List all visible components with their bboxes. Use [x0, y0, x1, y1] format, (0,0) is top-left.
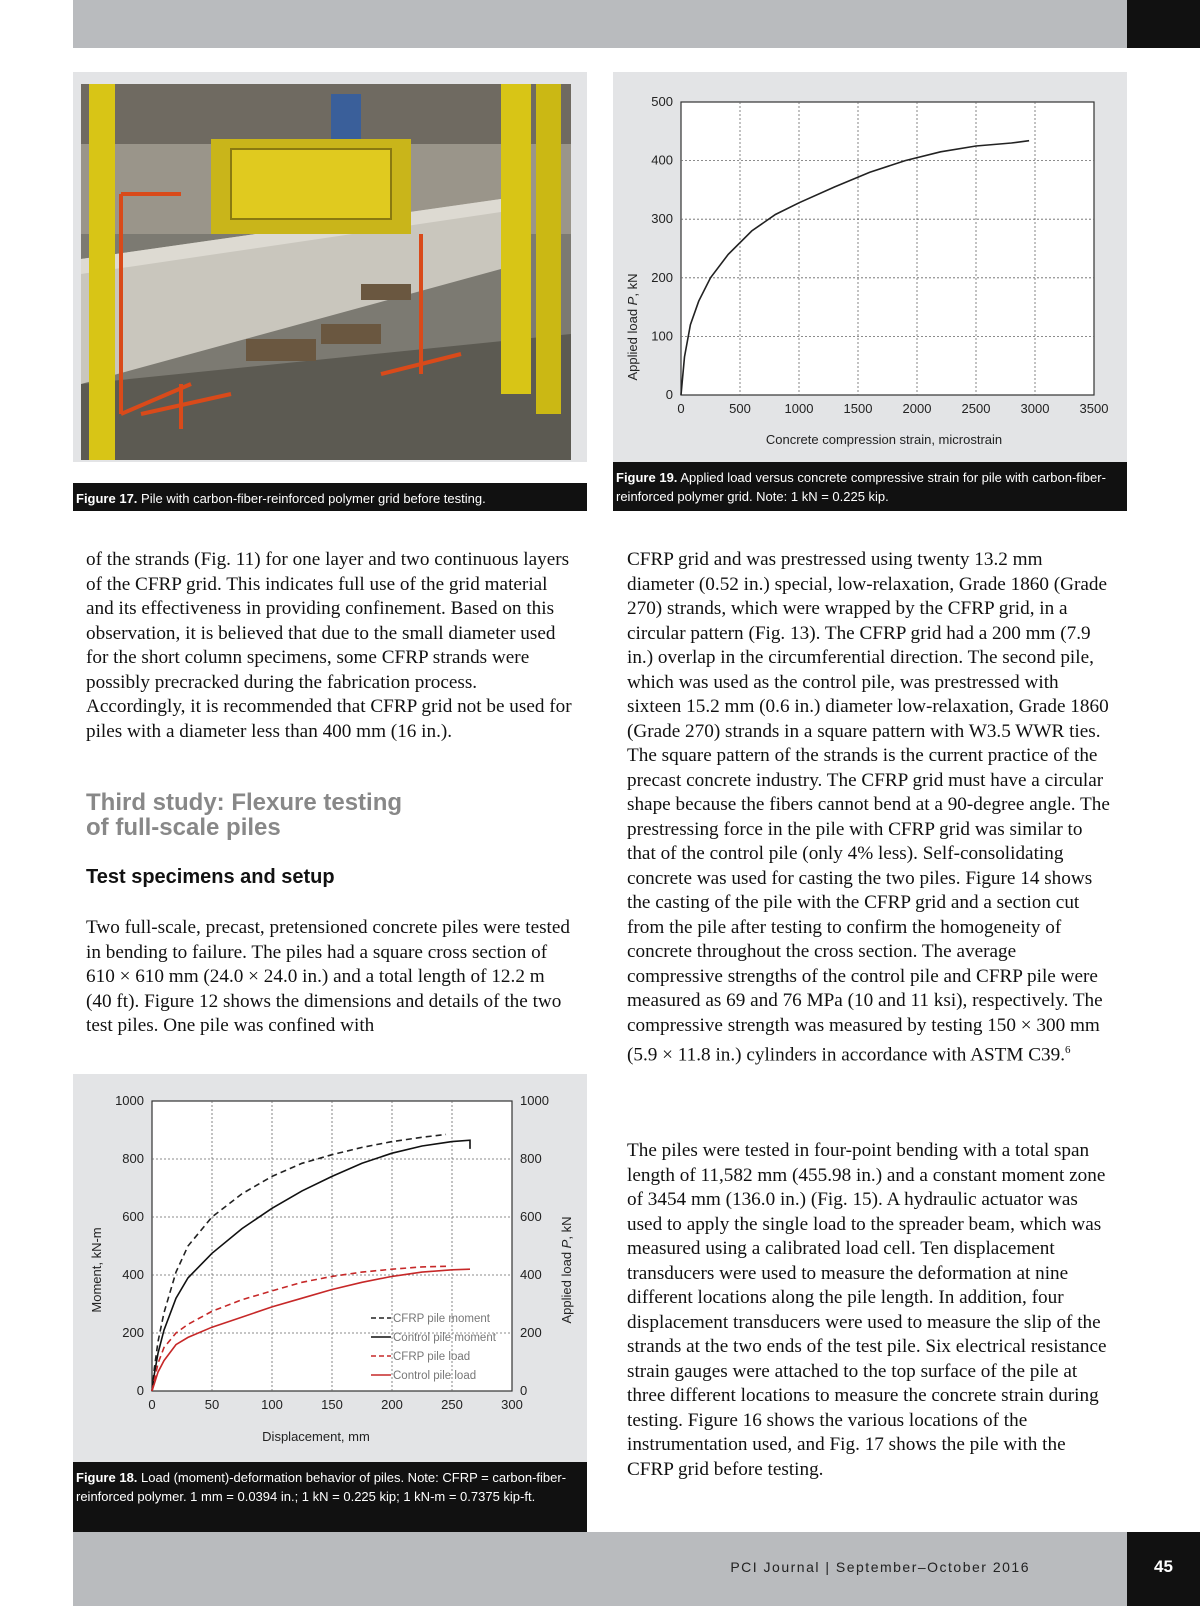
- y-tick-label: 1000: [115, 1093, 144, 1108]
- right-paragraph-1: [627, 548, 1113, 1068]
- figure-18-caption: [73, 1462, 587, 1532]
- y-tick-label: 0: [665, 387, 673, 402]
- y2-tick-label: 400: [520, 1267, 542, 1282]
- y-tick-label: 500: [651, 94, 673, 109]
- y-tick-label: 300: [651, 211, 673, 227]
- x-tick-label: 250: [441, 1397, 463, 1412]
- figure-18-chart: [73, 1074, 587, 1462]
- x-axis-label: Concrete compression strain, microstrain: [765, 432, 1003, 447]
- journal-name: PCI Journal | September–October 2016: [730, 1559, 1030, 1575]
- x-tick-label: 500: [729, 401, 751, 416]
- figure-19-caption: [613, 462, 1127, 511]
- y-tick-label: 200: [651, 269, 673, 285]
- y-axis-label: Applied load P, kN: [625, 273, 640, 381]
- y2-tick-label: 200: [520, 1325, 542, 1340]
- right-para-2-text: The piles were tested in four-point bending with a total span length of 11,582 mm (455.98 in.) and a constant moment zone of 3454 mm (136.0 in.) (Fig. 15). A hydraulic actuator was used to apply the single load to the spreader beam, which was measured using a calibrated load cell. Ten displacement transducers were used to measure the deformation at nine different locations along the pile length. In addition, four displacement transducers were used to measure the slip of the strands at the two ends of the test pile. Six electrical resistance strain gauges were attached to the top surface of the pile at three different locations to measure the concrete strain during testing. Figure 16 shows the various locations of the instrumentation used, and Fig. 17 shows the pile with the CFRP grid before testing.: [627, 1140, 1107, 1480]
- subsection-heading: Test specimens and setup: [86, 866, 335, 888]
- y-tick-label: 400: [122, 1267, 144, 1282]
- left-para-2-text: Two full-scale, precast, pretensioned concrete piles were tested in bending to failure. The piles had a square cross section of 610 × 610 mm (24.0 × 24.0 in.) and a total length of 12.2 m (40 ft). Figure 12 shows the dimensions and details of the two test piles. One pile was confined with: [86, 917, 570, 1036]
- x-tick-label: 100: [261, 1397, 283, 1412]
- legend-label: CFRP pile moment: [393, 1313, 490, 1325]
- x-axis-label: Displacement, mm: [262, 1429, 370, 1444]
- figure-17-caption: [73, 483, 587, 511]
- x-tick-label: 0: [148, 1397, 156, 1412]
- x-tick-label: 3500: [1079, 401, 1109, 416]
- figure-18: [73, 1074, 587, 1462]
- figure-17-caption-text: Pile with carbon-fiber-reinforced polymer grid before testing.: [141, 491, 486, 506]
- y-tick-label: 200: [122, 1325, 144, 1340]
- figure-18-label: Figure 18.: [76, 1470, 138, 1485]
- y-axis-label: Moment, kN-m: [89, 1227, 104, 1313]
- x-tick-label: 1000: [784, 401, 814, 416]
- page-number: 45: [1154, 1557, 1173, 1576]
- x-tick-label: 1500: [843, 401, 873, 416]
- left-paragraph-2: [86, 916, 574, 1039]
- figure-19: [613, 72, 1127, 462]
- figure-19-label: Figure 19.: [616, 470, 678, 485]
- y-tick-label: 600: [122, 1209, 144, 1224]
- left-para-1-text: of the strands (Fig. 11) for one layer and two continuous layers of the CFRP grid. This indicates full use of the grid material and its effectiveness in providing confinement. Based on this observation, it is believed that due to the small diameter used for the short column specimens, some CFRP strands were possibly precracked during the fabrication process. Accordingly, it is recommended that CFRP grid not be used for piles with a diameter less than 400 mm (16 in.).: [86, 549, 572, 742]
- y-tick-label: 100: [651, 328, 673, 344]
- reference-superscript: 6: [1065, 1044, 1071, 1056]
- figure-19-chart: [613, 72, 1127, 462]
- y-tick-label: 800: [122, 1151, 144, 1166]
- figure-17-label: Figure 17.: [76, 491, 138, 506]
- right-para-1: [627, 548, 1113, 1068]
- legend-label: CFRP pile load: [393, 1351, 471, 1363]
- x-tick-label: 2500: [961, 401, 991, 416]
- x-tick-label: 300: [501, 1397, 523, 1412]
- x-tick-label: 0: [677, 401, 685, 416]
- right-para-1-text: CFRP grid and was prestressed using twenty 13.2 mm diameter (0.52 in.) special, low-relaxation, Grade 1860 (Grade 270) strands, which were wrapped by the CFRP grid, in a circular pattern (Fig. 13). The CFRP grid had a 200 mm (7.9 in.) overlap in the circumferential direction. The second pile, which was used as the control pile, was prestressed with sixteen 15.2 mm (0.6 in.) diameter low-relaxation, Grade 1860 (Grade 270) strands in a square pattern with W3.5 WWR ties. The square pattern of the strands is the current practice of the precast concrete industry. The CFRP grid must have a circular shape because the fibers cannot bend at a 90-degree angle. The prestressing force in the pile with CFRP grid was similar to that of the control pile (only 4% less). Self-consolidating concrete was used for casting the two piles. Figure 14 shows the casting of the pile with the CFRP grid and a section cut from the pile after testing to confirm the homogeneity of concrete throughout the cross section. The average compressive strengths of the control pile and CFRP pile were measured as 69 and 76 MPa (10 and 11 ksi), respectively. The compressive strength was measured by testing 150 × 300 mm (5.9 × 11.8 in.) cylinders in accordance with ASTM C39.: [627, 549, 1110, 1066]
- y2-tick-label: 600: [520, 1209, 542, 1224]
- legend-label: Control pile moment: [393, 1332, 496, 1344]
- x-tick-label: 3000: [1020, 401, 1050, 416]
- header-bar: [73, 0, 1127, 48]
- x-tick-label: 200: [381, 1397, 403, 1412]
- y2-axis-label: Applied load P, kN: [559, 1216, 574, 1324]
- pile-test-photo: [81, 84, 571, 460]
- figure-19-caption-text: Applied load versus concrete compressive strain for pile with carbon-fiber-reinforced polymer grid. Note: 1 kN = 0.225 kip.: [616, 470, 1106, 504]
- y2-tick-label: 800: [520, 1151, 542, 1166]
- y-tick-label: 0: [136, 1383, 144, 1398]
- plot-area: [681, 102, 1094, 395]
- x-tick-label: 50: [204, 1397, 220, 1412]
- right-paragraph-2: [627, 1139, 1113, 1482]
- y-tick-label: 400: [651, 152, 673, 168]
- left-paragraph-1: [86, 548, 574, 744]
- x-tick-label: 150: [321, 1397, 343, 1412]
- section-heading-line-2: of full-scale piles: [86, 814, 281, 841]
- legend-label: Control pile load: [393, 1370, 477, 1382]
- y2-tick-label: 1000: [520, 1093, 549, 1108]
- y2-tick-label: 0: [520, 1383, 528, 1398]
- figure-17: [73, 72, 587, 462]
- x-tick-label: 2000: [902, 401, 932, 416]
- header-corner-block: [1127, 0, 1200, 48]
- figure-18-caption-text: Load (moment)-deformation behavior of piles. Note: CFRP = carbon-fiber-reinforced polymer. 1 mm = 0.0394 in.; 1 kN = 0.225 kip; 1 kN-m = 0.7375 kip-ft.: [76, 1470, 567, 1504]
- section-heading-line-1: Third study: Flexure testing: [86, 789, 403, 816]
- section-heading: [86, 790, 576, 840]
